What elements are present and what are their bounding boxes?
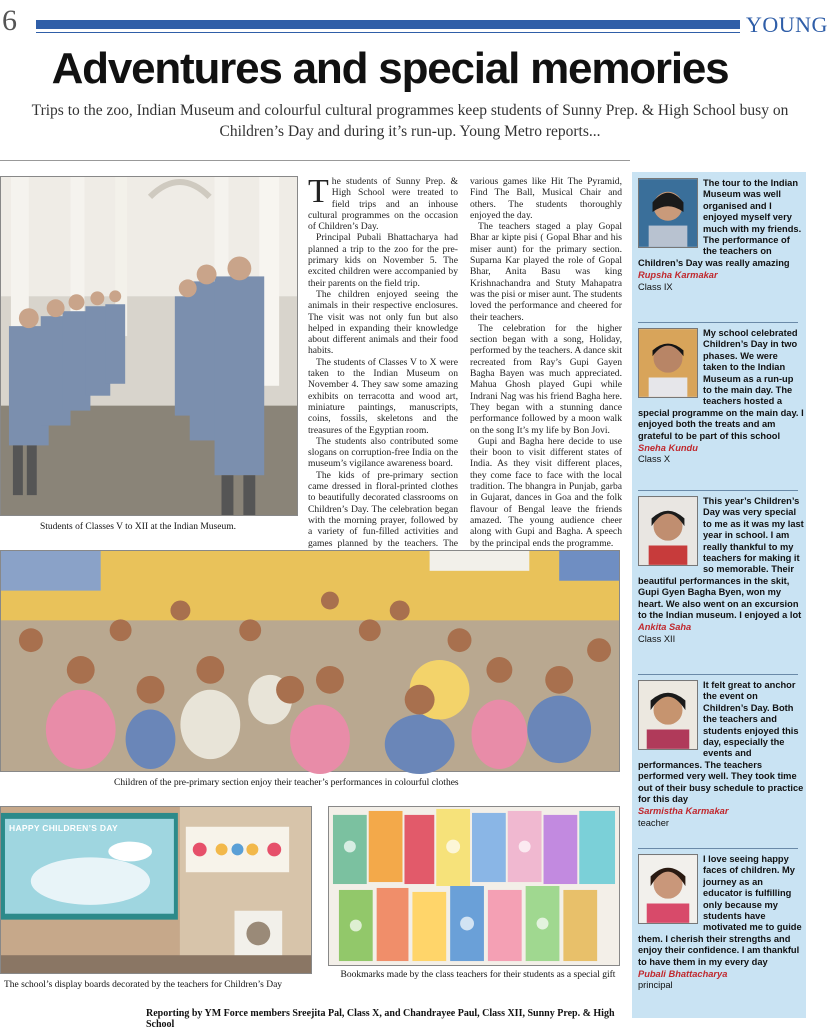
portrait-photo (638, 680, 698, 750)
drop-cap: T (308, 173, 329, 210)
page-number: 6 (2, 4, 17, 37)
testimonial-name: Sneha Kundu (638, 443, 698, 454)
portrait-photo (638, 496, 698, 566)
board-banner-text: HAPPY CHILDREN’S DAY (9, 823, 118, 833)
article-column-1 (308, 173, 458, 549)
testimonial-name: Rupsha Karmakar (638, 270, 718, 281)
testimonial-role: principal (638, 980, 673, 991)
separator (638, 848, 798, 849)
portrait-photo (638, 328, 698, 398)
testimonial-name: Pubali Bhattacharya (638, 969, 728, 980)
divider (0, 160, 630, 161)
masthead-thin-rule (36, 32, 740, 33)
separator (638, 490, 798, 491)
reporting-credit: Reporting by YM Force members Sreejita Pal, Class X, and Chandrayee Paul, Class XII, Sunny Prep. & High School (146, 1008, 615, 1030)
paragraph: The children enjoyed seeing the animals in their respective enclosures. The visit was not only fun but also helped in expanding their knowledge about different animals and their food habits. (308, 288, 458, 357)
headline: Adventures and special memories (51, 44, 729, 93)
testimonial (638, 496, 804, 645)
testimonial (638, 854, 804, 992)
paragraph: Gupi and Bagha here decide to use their boon to visit different states of India. As they visit different places, they come face to face with the local tradition. The bhangra in Punjab, garba in Gujarat, dances in Goa and the folk flavour of Bengal leave the friends amazed. The young audience cheer along with Gupi and Bagha. A speech by the principal ends the programme. (470, 435, 622, 549)
paragraph: The celebration for the higher section began with a song, Holiday, performed by the teachers. A dance skit recreated from Ray’s Gupi Gayen Bagha Bayen was much appreciated. Mahua Ghosh played Gupi while Indrani Nag was his friend Bagha here. They began with a stunning dance performance followed by a moon walk on the song It’s my life by Bon Jovi. (470, 322, 622, 436)
testimonials-sidebar (632, 172, 806, 1018)
separator (638, 674, 798, 675)
paragraph: The students of Classes V to X were taken to the Indian Museum on November 4. They saw some amazing exhibits on terracotta and wood art, miniature paintings, manuscripts, coins, fossils, skeletons and the treasures of the Egyptian room. (308, 356, 458, 436)
portrait-photo (638, 854, 698, 924)
testimonial-role: Class X (638, 454, 671, 465)
portrait-photo (638, 178, 698, 248)
boards-photo (0, 806, 312, 974)
testimonial (638, 680, 804, 829)
paragraph: The students also contributed some slogans on corruption-free India on the museum’s vigilance awareness board. (308, 435, 458, 470)
testimonial-role: teacher (638, 817, 670, 828)
bookmarks-photo (328, 806, 620, 966)
testimonial-text: This year’s Children’s Day was very special to me as it was my last year in school. I am really thankful to my teachers for making it so memorable. Their beautiful performances in the skit, Gupi Gyen Bagha Byen, won my heart. We also went on an excursion to the Indian museum. I enjoyed a lot (638, 496, 804, 621)
museum-caption: Students of Classes V to XII at the Indian Museum. (40, 522, 236, 532)
testimonial-role: Class IX (638, 281, 673, 292)
paragraph: The teachers staged a play Gopal Bhar ar kipte pisi ( Gopal Bhar and his miser aunt) for the primary section. Suparna Kar played the role of Gopal Bhar, Anita Basu was king Krishnachandra and Stuty Mahapatra was the pisi or miser aunt. The students loved the performance and cheered for their teachers. (470, 221, 622, 323)
section-brand: YOUNG (746, 12, 828, 37)
preprimary-caption: Children of the pre-primary section enjoy their teacher’s performances in colourful clothes (114, 778, 459, 788)
testimonial (638, 178, 804, 293)
paragraph: The kids of pre-primary section came dressed in floral-printed clothes to beautifully decorated classrooms on Children’s Day. The celebration began with the morning prayer, followed by a variety of fun-filled activities and games planned by the teachers. The (308, 469, 458, 549)
testimonial-text: My school celebrated Children’s Day in two phases. We were taken to the Indian Museum as a run-up to the main day. The teachers hosted a special programme on the main day. I enjoyed both the treats and am grateful to be part of this school (638, 328, 804, 441)
separator (638, 322, 798, 323)
article-column-2 (470, 176, 622, 549)
masthead-rule (36, 20, 740, 29)
museum-photo (0, 176, 298, 516)
boards-caption: The school’s display boards decorated by the teachers for Children’s Day (4, 980, 283, 990)
bookmarks-caption: Bookmarks made by the class teachers for their students as a special gift (340, 970, 616, 980)
testimonial-name: Sarmistha Karmakar (638, 806, 729, 817)
testimonial-text: It felt great to anchor the event on Children’s Day. Both the teachers and students enjoyed this day, especially the events and performances. The teachers performed very well. They took time out of their busy schedule to practice for this day (638, 680, 804, 805)
deck-subtitle: Trips to the zoo, Indian Museum and colourful cultural programmes keep students of Sunny Prep. & High School busy on Children’s Day and during it’s run-up. Young Metro reports... (31, 102, 789, 140)
paragraph: Principal Pubali Bhattacharya had planned a trip to the zoo for the pre-primary kids on November 5. The excited children were accompanied by their parents on the field trip. (308, 232, 458, 289)
testimonial-role: Class XII (638, 633, 676, 644)
preprimary-photo (0, 550, 620, 772)
testimonial-text: I love seeing happy faces of children. My journey as an educator is fulfilling only because my students have motivated me to guide them. I cherish their strengths and enjoy their confidence. I am thankful to have them in my every day (638, 854, 802, 967)
paragraph: he students of Sunny Prep. & High School were treated to field trips and an inhouse cultural programmes on the occasion of Children’s Day. (308, 176, 458, 233)
testimonial (638, 328, 804, 466)
paragraph: various games like Hit The Pyramid, Find The Ball, Musical Chair and others. The students thoroughly enjoyed the day. (470, 176, 622, 221)
testimonial-text: The tour to the Indian Museum was well organised and I enjoyed myself very much with my friends. The performance of the teachers on Children’s Day was really amazing (638, 178, 802, 268)
testimonial-name: Ankita Saha (638, 622, 692, 633)
